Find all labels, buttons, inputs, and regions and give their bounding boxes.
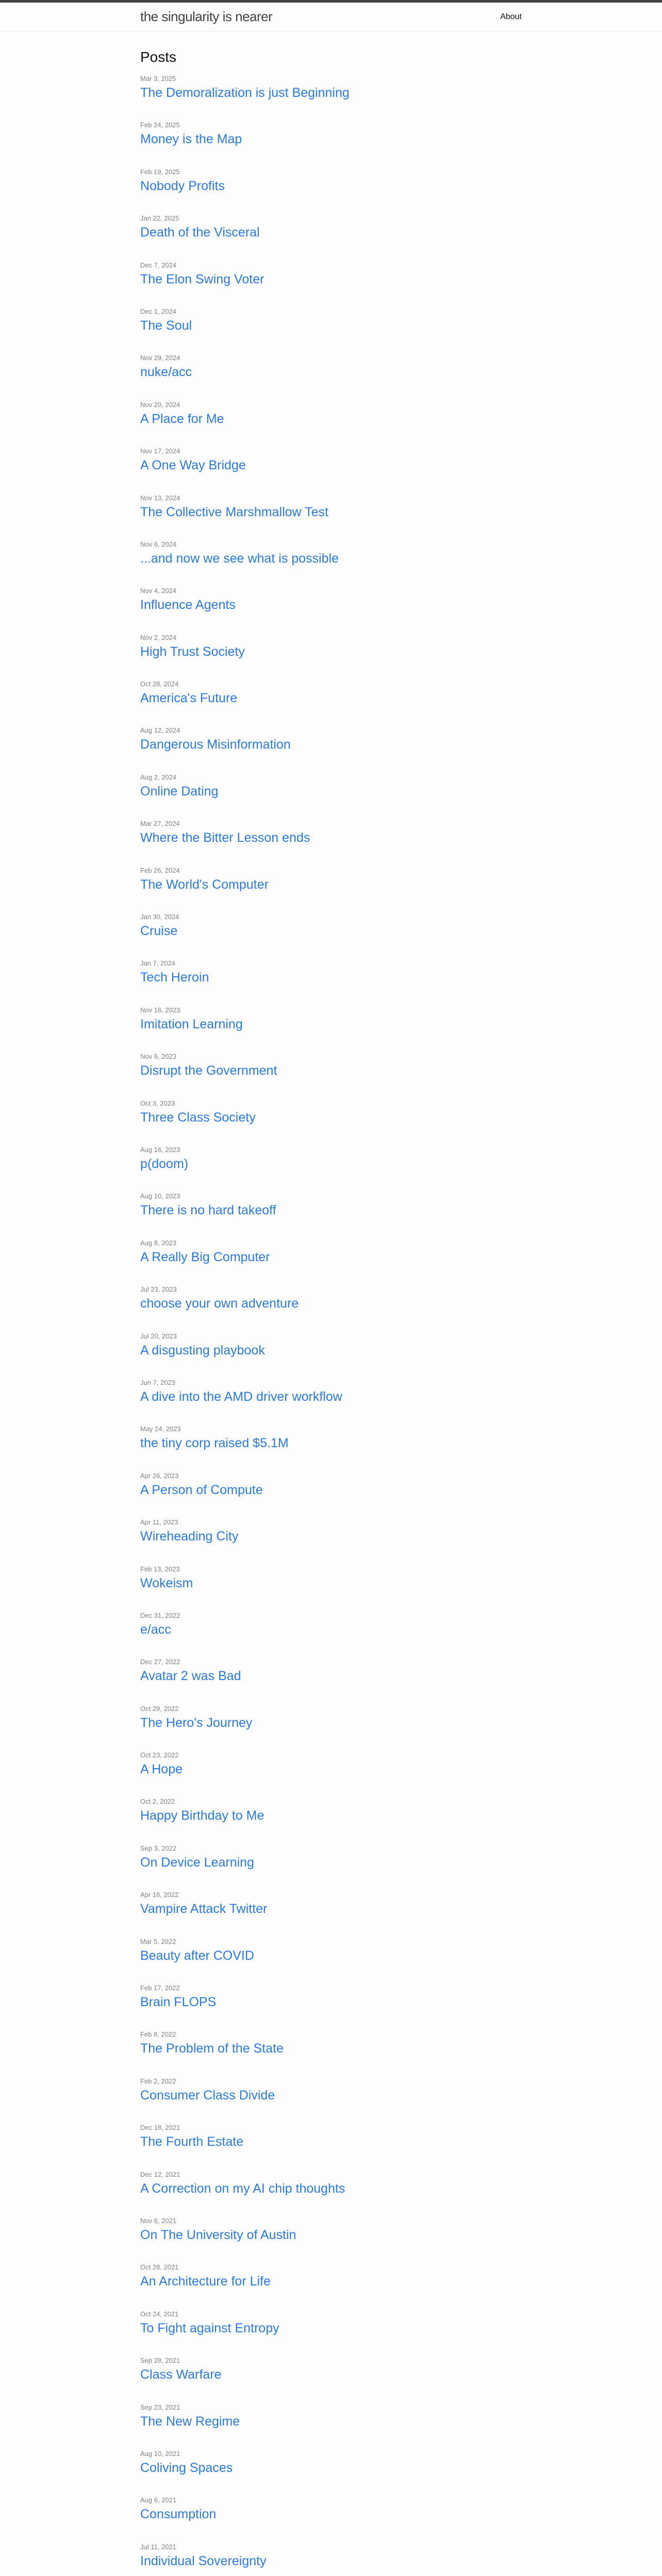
post-date: Feb 19, 2025: [140, 167, 180, 176]
post-list-item: [140, 1704, 522, 1751]
post-date: Aug 16, 2023: [140, 1145, 180, 1154]
post-date: Aug 12, 2024: [140, 726, 180, 735]
post-title-link[interactable]: The Soul: [140, 318, 192, 333]
post-date: Feb 8, 2022: [140, 2030, 176, 2039]
post-title-link[interactable]: Influence Agents: [140, 598, 236, 613]
post-date: Oct 29, 2022: [140, 1704, 179, 1713]
post-date: Dec 18, 2021: [140, 2124, 180, 2132]
post-title-link[interactable]: A dive into the AMD driver workflow: [140, 1389, 342, 1404]
post-date: Aug 6, 2021: [140, 2496, 177, 2504]
content-wrapper: [140, 48, 522, 2576]
post-title-link[interactable]: ...and now we see what is possible: [140, 551, 339, 566]
post-title-link[interactable]: The Collective Marshmallow Test: [140, 504, 328, 519]
post-date: Nov 6, 2021: [140, 2216, 177, 2225]
post-list-item: [140, 1797, 522, 1843]
post-list-item: [140, 1145, 522, 1192]
site-header: [0, 3, 662, 31]
post-title-link[interactable]: Online Dating: [140, 784, 219, 799]
post-title-link[interactable]: Individual Sovereignty: [140, 2553, 267, 2568]
post-list-item: [140, 1751, 522, 1797]
post-date: Oct 23, 2022: [140, 1751, 179, 1759]
post-list-item: [140, 2123, 522, 2170]
post-title-link[interactable]: Avatar 2 was Bad: [140, 1669, 241, 1684]
post-list-item: [140, 586, 522, 633]
post-title-link[interactable]: Where the Bitter Lesson ends: [140, 831, 310, 845]
post-list-item: [140, 307, 522, 353]
post-list-item: [140, 167, 522, 214]
post-list-item: [140, 2170, 522, 2216]
post-date: Nov 6, 2024: [140, 540, 177, 548]
post-title-link[interactable]: A Correction on my AI chip thoughts: [140, 2181, 345, 2196]
post-title-link[interactable]: Dangerous Misinformation: [140, 737, 291, 752]
post-title-link[interactable]: The World's Computer: [140, 877, 269, 892]
post-date: Dec 12, 2021: [140, 2170, 180, 2178]
post-date: Nov 4, 2024: [140, 587, 177, 595]
post-date: Nov 20, 2024: [140, 400, 180, 409]
post-list-item: [140, 819, 522, 866]
post-date: Dec 27, 2022: [140, 1658, 180, 1666]
post-list-item: [140, 1192, 522, 1238]
post-title-link[interactable]: The Fourth Estate: [140, 2134, 244, 2149]
post-list-item: [140, 1984, 522, 2030]
post-title-link[interactable]: nuke/acc: [140, 365, 192, 380]
post-date: Dec 31, 2022: [140, 1611, 180, 1619]
post-list-item: [140, 540, 522, 586]
post-date: Aug 2, 2024: [140, 773, 177, 781]
post-title-link[interactable]: The New Regime: [140, 2414, 240, 2429]
site-title-link[interactable]: the singularity is nearer: [140, 9, 273, 24]
post-date: Sep 23, 2021: [140, 2403, 180, 2411]
post-date: Dec 1, 2024: [140, 307, 177, 315]
post-date: Nov 6, 2023: [140, 1053, 177, 1061]
post-date: Nov 17, 2024: [140, 447, 180, 455]
post-list-item: [140, 1006, 522, 1052]
post-title-link[interactable]: A Really Big Computer: [140, 1249, 270, 1264]
post-date: Oct 28, 2021: [140, 2263, 179, 2272]
post-list-item: [140, 1471, 522, 1518]
post-list-heading: Posts: [140, 49, 177, 65]
post-date: Feb 2, 2022: [140, 2077, 176, 2085]
post-date: Mar 3, 2025: [140, 75, 176, 82]
post-title-link[interactable]: A Person of Compute: [140, 1482, 263, 1497]
post-date: Sep 3, 2022: [140, 1844, 177, 1852]
post-title-link[interactable]: The Demoralization is just Beginning: [140, 86, 350, 100]
page-content: [0, 31, 662, 2576]
post-list-item: [140, 214, 522, 260]
post-date: Nov 29, 2024: [140, 354, 180, 362]
post-list-item: [140, 261, 522, 307]
post-title-link[interactable]: A Place for Me: [140, 411, 224, 426]
post-list-item: [140, 1518, 522, 1564]
post-list-item: [140, 447, 522, 493]
post-list-item: [140, 121, 522, 167]
post-title-link[interactable]: e/acc: [140, 1622, 171, 1637]
post-title-link[interactable]: High Trust Society: [140, 644, 245, 659]
post-list-item: [140, 912, 522, 959]
nav-link-about[interactable]: About: [500, 12, 522, 21]
post-title-link[interactable]: On Device Learning: [140, 1855, 254, 1870]
post-list-item: [140, 353, 522, 400]
post-date: Mar 27, 2024: [140, 820, 180, 828]
post-list-item: [140, 1937, 522, 1984]
site-nav: [500, 12, 522, 22]
post-date: Sep 28, 2021: [140, 2357, 180, 2365]
post-title-link[interactable]: Class Warfare: [140, 2367, 222, 2382]
post-list-item: [140, 1099, 522, 1145]
post-date: Aug 8, 2023: [140, 1239, 177, 1247]
post-title-link[interactable]: America's Future: [140, 691, 238, 706]
post-title-link[interactable]: Coliving Spaces: [140, 2460, 233, 2475]
post-date: Jul 20, 2023: [140, 1332, 177, 1340]
post-date: Nov 16, 2023: [140, 1006, 180, 1014]
post-list-item: [140, 1565, 522, 1611]
post-list-item: [140, 773, 522, 819]
post-title-link[interactable]: Consumption: [140, 2507, 217, 2522]
post-list-item: [140, 959, 522, 1005]
post-date: Apr 26, 2023: [140, 1471, 179, 1480]
post-title-link[interactable]: Consumer Class Divide: [140, 2088, 275, 2103]
post-date: Apr 16, 2022: [140, 1891, 179, 1899]
post-list-item: [140, 2543, 522, 2576]
post-date: Nov 2, 2024: [140, 633, 177, 641]
post-date: Feb 17, 2022: [140, 1984, 180, 1992]
post-date: Oct 3, 2023: [140, 1099, 175, 1107]
post-date: Apr 11, 2023: [140, 1518, 178, 1527]
post-date: Nov 13, 2024: [140, 494, 180, 502]
post-date: Aug 10, 2021: [140, 2449, 180, 2458]
post-list-item: [140, 1378, 522, 1425]
post-date: Feb 26, 2024: [140, 866, 180, 874]
post-title-link[interactable]: On The University of Austin: [140, 2227, 296, 2242]
post-title-link[interactable]: Beauty after COVID: [140, 1948, 254, 1963]
post-list-item: [140, 2496, 522, 2542]
post-list-item: [140, 866, 522, 912]
post-date: Mar 5, 2022: [140, 1937, 176, 1945]
post-list-item: [140, 494, 522, 540]
post-title-link[interactable]: Death of the Visceral: [140, 225, 260, 240]
post-list-item: [140, 633, 522, 680]
post-list: [140, 74, 522, 2576]
post-title-link[interactable]: Cruise: [140, 924, 178, 939]
post-date: Oct 24, 2021: [140, 2310, 179, 2318]
post-list-item: [140, 1657, 522, 1704]
post-date: Jan 30, 2024: [140, 913, 179, 921]
post-title-link[interactable]: Wireheading City: [140, 1529, 239, 1544]
post-date: Jan 7, 2024: [140, 959, 175, 968]
post-date: Aug 10, 2023: [140, 1192, 180, 1200]
post-date: Feb 13, 2023: [140, 1565, 180, 1573]
post-list-item: [140, 2077, 522, 2123]
post-title-link[interactable]: choose your own adventure: [140, 1296, 299, 1311]
post-date: May 24, 2023: [140, 1425, 181, 1433]
post-date: Feb 24, 2025: [140, 121, 180, 129]
post-list-item: [140, 726, 522, 772]
post-list-item: [140, 2216, 522, 2263]
post-list-item: [140, 2403, 522, 2449]
post-title-link[interactable]: There is no hard takeoff: [140, 1203, 276, 1218]
post-title-link[interactable]: A Hope: [140, 1762, 183, 1777]
post-list-item: [140, 1332, 522, 1378]
post-title-link[interactable]: Vampire Attack Twitter: [140, 1902, 268, 1917]
post-list-item: [140, 2030, 522, 2076]
post-date: Jul 11, 2021: [140, 2543, 176, 2551]
post-title-link[interactable]: Three Class Society: [140, 1110, 256, 1125]
post-list-item: [140, 1052, 522, 1098]
post-title-link[interactable]: The Hero's Journey: [140, 1715, 253, 1730]
post-list-item: [140, 2449, 522, 2496]
post-title-link[interactable]: Disrupt the Government: [140, 1063, 277, 1078]
post-list-item: [140, 1285, 522, 1331]
post-list-item: [140, 1844, 522, 1890]
post-title-link[interactable]: A disgusting playbook: [140, 1343, 265, 1358]
post-list-item: [140, 1890, 522, 1937]
post-list-item: [140, 680, 522, 726]
post-title-link[interactable]: Tech Heroin: [140, 970, 209, 985]
post-title-link[interactable]: An Architecture for Life: [140, 2274, 271, 2289]
post-title-link[interactable]: Brain FLOPS: [140, 1995, 217, 2010]
post-list-item: [140, 1239, 522, 1285]
post-title-link[interactable]: Happy Birthday to Me: [140, 1808, 264, 1823]
post-date: Jun 7, 2023: [140, 1378, 175, 1386]
post-title-link[interactable]: The Elon Swing Voter: [140, 272, 264, 286]
post-list-item: [140, 2356, 522, 2402]
post-list-item: [140, 74, 522, 121]
post-list-item: [140, 2310, 522, 2356]
post-title-link[interactable]: Wokeism: [140, 1575, 193, 1590]
post-title-link[interactable]: A One Way Bridge: [140, 458, 246, 473]
post-list-item: [140, 1425, 522, 1471]
post-list-item: [140, 1611, 522, 1657]
post-title-link[interactable]: Money is the Map: [140, 132, 242, 147]
post-title-link[interactable]: the tiny corp raised $5.1M: [140, 1436, 289, 1451]
post-list-item: [140, 2263, 522, 2309]
post-date: Jul 23, 2023: [140, 1285, 177, 1294]
post-title-link[interactable]: Imitation Learning: [140, 1016, 243, 1031]
post-date: Oct 28, 2024: [140, 680, 179, 688]
post-date: Dec 7, 2024: [140, 261, 177, 269]
post-title-link[interactable]: Nobody Profits: [140, 178, 225, 193]
post-date: Jan 22, 2025: [140, 214, 179, 223]
post-title-link[interactable]: To Fight against Entropy: [140, 2320, 279, 2335]
post-title-link[interactable]: The Problem of the State: [140, 2041, 284, 2056]
post-date: Oct 2, 2022: [140, 1798, 175, 1806]
post-list-item: [140, 400, 522, 447]
post-title-link[interactable]: p(doom): [140, 1156, 189, 1171]
